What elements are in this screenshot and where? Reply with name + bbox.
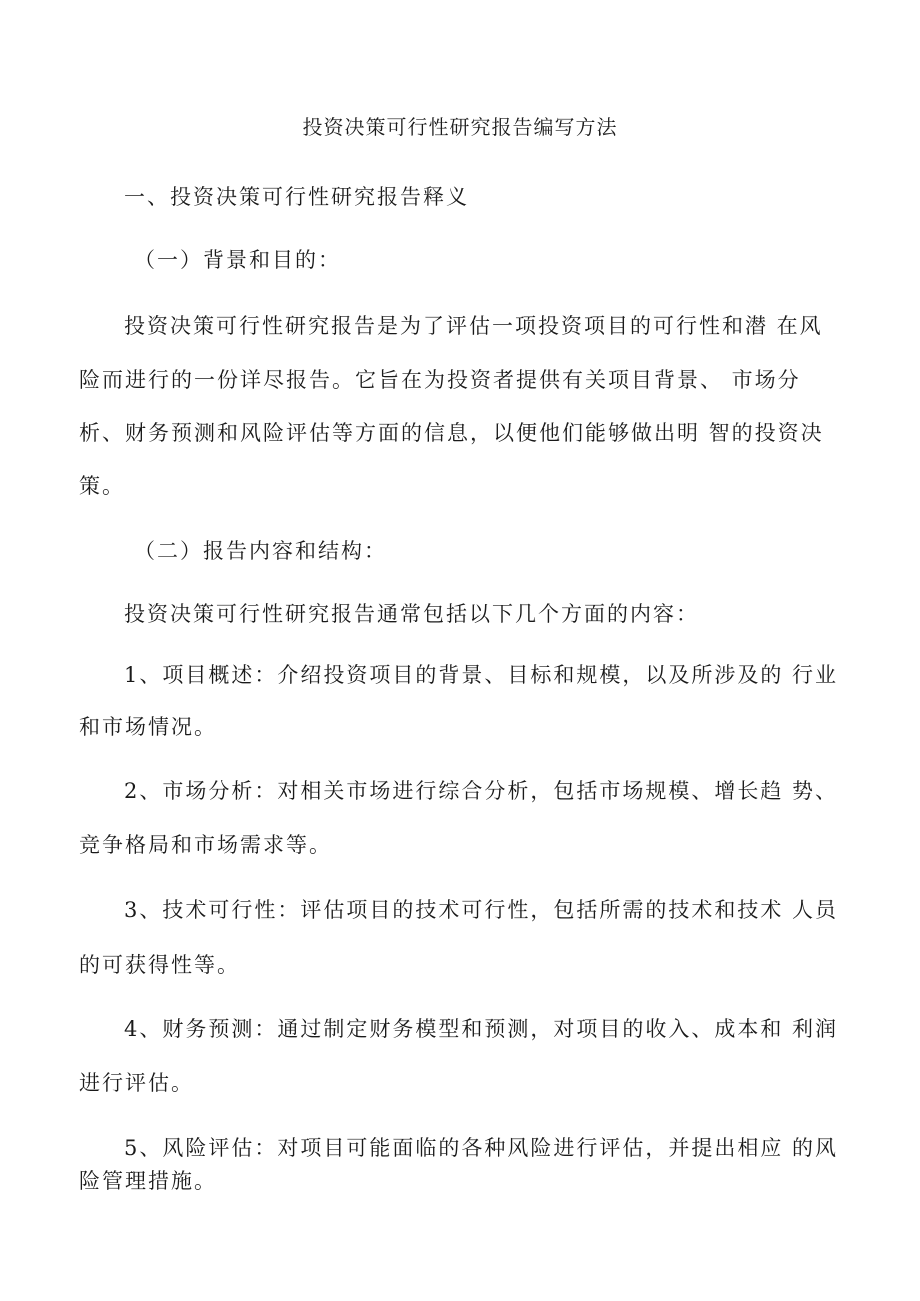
list-item-line: 2、市场分析：对相关市场进行综合分析，包括市场规模、增长趋 势、	[124, 779, 839, 803]
list-item-line: 1、项目概述：介绍投资项目的背景、目标和规模，以及所涉及的 行业	[124, 663, 839, 687]
section-heading: 一、投资决策可行性研究报告释义	[124, 185, 469, 209]
subsection-heading-content: （二）报告内容和结构：	[134, 539, 387, 563]
paragraph-line: 策。	[79, 474, 125, 498]
subsection-heading-background: （一）背景和目的：	[134, 248, 341, 272]
paragraph-line: 析、财务预测和风险评估等方面的信息，以便他们能够做出明 智的投资决	[79, 421, 824, 445]
list-item-line: 和市场情况。	[79, 715, 217, 739]
list-item-line: 的可获得性等。	[79, 953, 240, 977]
list-item-line: 进行评估。	[79, 1071, 194, 1095]
list-item-line: 险管理措施。	[79, 1169, 217, 1193]
document-title: 投资决策可行性研究报告编写方法	[302, 115, 618, 139]
paragraph-line: 险而进行的一份详尽报告。它旨在为投资者提供有关项目背景、 市场分	[79, 368, 801, 392]
list-item-line: 竞争格局和市场需求等。	[79, 833, 332, 857]
list-item-line: 4、财务预测：通过制定财务模型和预测，对项目的收入、成本和 利润	[124, 1017, 839, 1041]
paragraph-line: 投资决策可行性研究报告是为了评估一项投资项目的可行性和潜 在风	[124, 314, 823, 338]
list-item-line: 3、技术可行性：评估项目的技术可行性，包括所需的技术和技术 人员	[124, 898, 839, 922]
list-item-line: 5、风险评估：对项目可能面临的各种风险进行评估，并提出相应 的风	[124, 1136, 839, 1160]
paragraph-content-intro: 投资决策可行性研究报告通常包括以下几个方面的内容：	[124, 602, 699, 626]
